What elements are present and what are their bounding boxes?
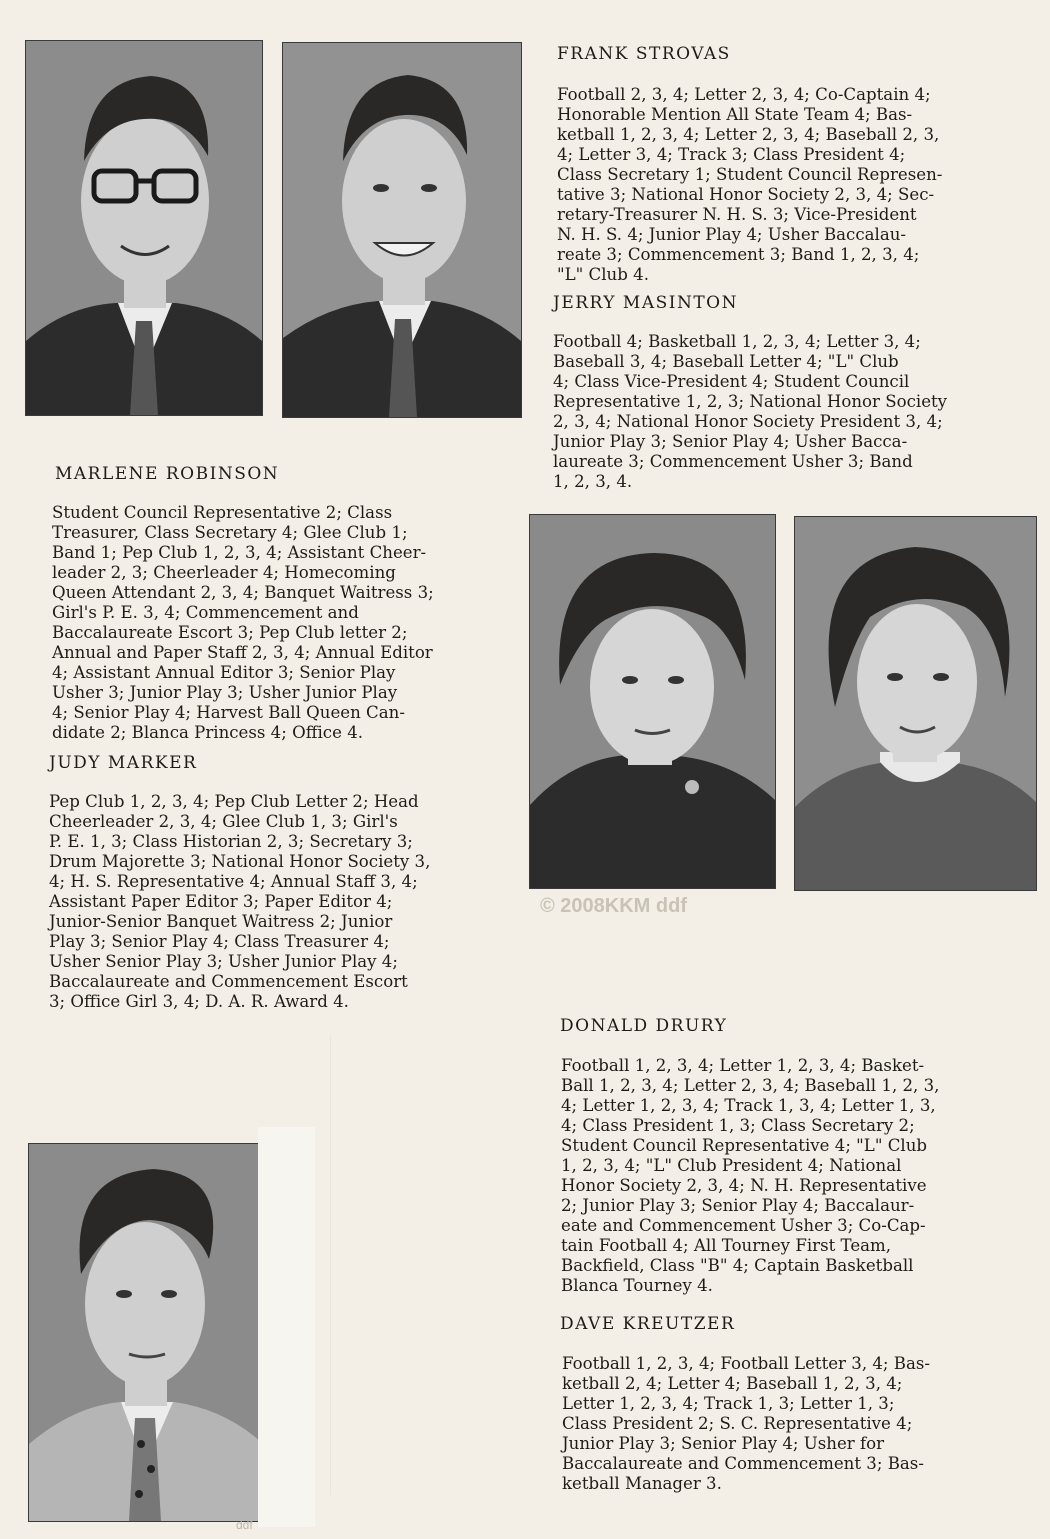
bio-line: Usher 3; Junior Play 3; Usher Junior Play	[52, 683, 398, 702]
bio-line: Baccalaureate and Commencement Escort	[49, 972, 408, 991]
bio-line: Class President 2; S. C. Representative 4;	[562, 1414, 913, 1433]
bio-line: Annual and Paper Staff 2, 3, 4; Annual Editor	[52, 643, 433, 662]
bio-line: Play 3; Senior Play 4; Class Treasurer 4;	[49, 932, 390, 951]
bio-line: ketball Manager 3.	[562, 1474, 722, 1493]
bio-line: Student Council Representative 2; Class	[52, 503, 393, 522]
bio-line: Pep Club 1, 2, 3, 4; Pep Club Letter 2; Head	[49, 792, 419, 811]
bio-line: didate 2; Blanca Princess 4; Office 4.	[52, 723, 364, 742]
bio-line: retary-Treasurer N. H. S. 3; Vice-President	[557, 205, 917, 224]
bio-line: 4; Class Vice-President 4; Student Council	[553, 372, 910, 391]
bio-line: laureate 3; Commencement Usher 3; Band	[553, 452, 913, 471]
student-bio-frank	[557, 85, 942, 285]
student-bio-judy	[49, 792, 430, 1012]
bio-line: 2; Junior Play 3; Senior Play 4; Baccalaur-	[561, 1196, 915, 1215]
faint-bleedthrough-area	[330, 1035, 546, 1495]
bio-line: Ball 1, 2, 3, 4; Letter 2, 3, 4; Baseball 1, 2, 3,	[561, 1076, 940, 1095]
bio-line: Football 4; Basketball 1, 2, 3, 4; Letter 3, 4;	[553, 332, 921, 351]
bio-line: Representative 1, 2, 3; National Honor Society	[553, 392, 948, 411]
bio-line: 4; Letter 3, 4; Track 3; Class President 4;	[557, 145, 906, 164]
bio-line: Baccalaureate and Commencement 3; Bas-	[562, 1454, 924, 1473]
bio-line: P. E. 1, 3; Class Historian 2, 3; Secretary 3;	[49, 832, 413, 851]
bio-line: Football 1, 2, 3, 4; Football Letter 3, 4; Bas-	[562, 1354, 931, 1373]
bio-line: N. H. S. 4; Junior Play 4; Usher Baccalau-	[557, 225, 907, 244]
bio-line: ketball 1, 2, 3, 4; Letter 2, 3, 4; Baseball 2, 3,	[557, 125, 940, 144]
portrait-photo-girl-light-sweater	[794, 516, 1037, 891]
bio-line: tain Football 4; All Tourney First Team,	[561, 1236, 892, 1255]
bio-line: 1, 2, 3, 4.	[553, 472, 633, 491]
bio-line: 3; Office Girl 3, 4; D. A. R. Award 4.	[49, 992, 349, 1011]
bio-line: Band 1; Pep Club 1, 2, 3, 4; Assistant Cheer-	[52, 543, 427, 562]
bio-line: Class Secretary 1; Student Council Represen-	[557, 165, 943, 184]
bio-line: Blanca Tourney 4.	[561, 1276, 713, 1295]
student-bio-marlene	[52, 503, 434, 743]
student-name-frank: FRANK STROVAS	[557, 44, 731, 64]
bio-line: Football 1, 2, 3, 4; Letter 1, 2, 3, 4; Basket-	[561, 1056, 925, 1075]
bio-line: 4; Letter 1, 2, 3, 4; Track 1, 3, 4; Letter 1, 3,	[561, 1096, 936, 1115]
bio-line: 4; H. S. Representative 4; Annual Staff 3, 4;	[49, 872, 418, 891]
bio-line: Assistant Paper Editor 3; Paper Editor 4;	[49, 892, 393, 911]
bio-line: Student Council Representative 4; "L" Club	[561, 1136, 928, 1155]
student-name-marlene: MARLENE ROBINSON	[55, 464, 280, 484]
bio-line: Honorable Mention All State Team 4; Bas-	[557, 105, 913, 124]
student-bio-donald	[561, 1056, 939, 1296]
bio-line: Honor Society 2, 3, 4; N. H. Representative	[561, 1176, 927, 1195]
bio-line: Baseball 3, 4; Baseball Letter 4; "L" Club	[553, 352, 899, 371]
footer-mark: ddf	[236, 1518, 253, 1532]
bio-line: Drum Majorette 3; National Honor Society 3,	[49, 852, 431, 871]
bio-line: leader 2, 3; Cheerleader 4; Homecoming	[52, 563, 396, 582]
bio-line: ketball 2, 4; Letter 4; Baseball 1, 2, 3, 4;	[562, 1374, 903, 1393]
student-bio-dave	[562, 1354, 930, 1494]
bio-line: 4; Class President 1, 3; Class Secretary 2;	[561, 1116, 915, 1135]
bio-line: Usher Senior Play 3; Usher Junior Play 4;	[49, 952, 398, 971]
bio-line: Backfield, Class "B" 4; Captain Basketball	[561, 1256, 914, 1275]
student-name-donald: DONALD DRURY	[560, 1016, 728, 1036]
bio-line: 1, 2, 3, 4; "L" Club President 4; National	[561, 1156, 902, 1175]
bio-line: "L" Club 4.	[557, 265, 649, 284]
portrait-photo-glasses-boy	[25, 40, 263, 416]
portrait-photo-smiling-boy	[282, 42, 522, 418]
bio-line: 4; Assistant Annual Editor 3; Senior Play	[52, 663, 396, 682]
bio-line: Queen Attendant 2, 3, 4; Banquet Waitress 3;	[52, 583, 434, 602]
copyright-watermark: © 2008KKM ddf	[540, 895, 687, 917]
bio-line: 4; Senior Play 4; Harvest Ball Queen Can-	[52, 703, 405, 722]
bio-line: Letter 1, 2, 3, 4; Track 1, 3; Letter 1, 3;	[562, 1394, 895, 1413]
student-name-jerry: JERRY MASINTON	[553, 293, 738, 313]
bio-line: Junior-Senior Banquet Waitress 2; Junior	[49, 912, 393, 931]
portrait-photo-boy-patterned-tie	[28, 1143, 262, 1522]
student-bio-jerry	[553, 332, 947, 492]
bio-line: Cheerleader 2, 3, 4; Glee Club 1, 3; Girl's	[49, 812, 398, 831]
portrait-photo-girl-dark-sweater	[529, 514, 776, 889]
student-name-dave: DAVE KREUTZER	[560, 1314, 736, 1334]
bio-line: Girl's P. E. 3, 4; Commencement and	[52, 603, 359, 622]
bio-line: eate and Commencement Usher 3; Co-Cap-	[561, 1216, 926, 1235]
bio-line: Treasurer, Class Secretary 4; Glee Club 1;	[52, 523, 408, 542]
bio-line: Football 2, 3, 4; Letter 2, 3, 4; Co-Captain 4;	[557, 85, 931, 104]
bio-line: Junior Play 3; Senior Play 4; Usher Bacca-	[553, 432, 908, 451]
blank-patch	[258, 1127, 315, 1527]
bio-line: tative 3; National Honor Society 2, 3, 4; Sec-	[557, 185, 935, 204]
bio-line: Junior Play 3; Senior Play 4; Usher for	[562, 1434, 885, 1453]
bio-line: Baccalaureate Escort 3; Pep Club letter 2;	[52, 623, 408, 642]
student-name-judy: JUDY MARKER	[49, 753, 198, 773]
bio-line: 2, 3, 4; National Honor Society President 3, 4;	[553, 412, 943, 431]
bio-line: reate 3; Commencement 3; Band 1, 2, 3, 4;	[557, 245, 920, 264]
